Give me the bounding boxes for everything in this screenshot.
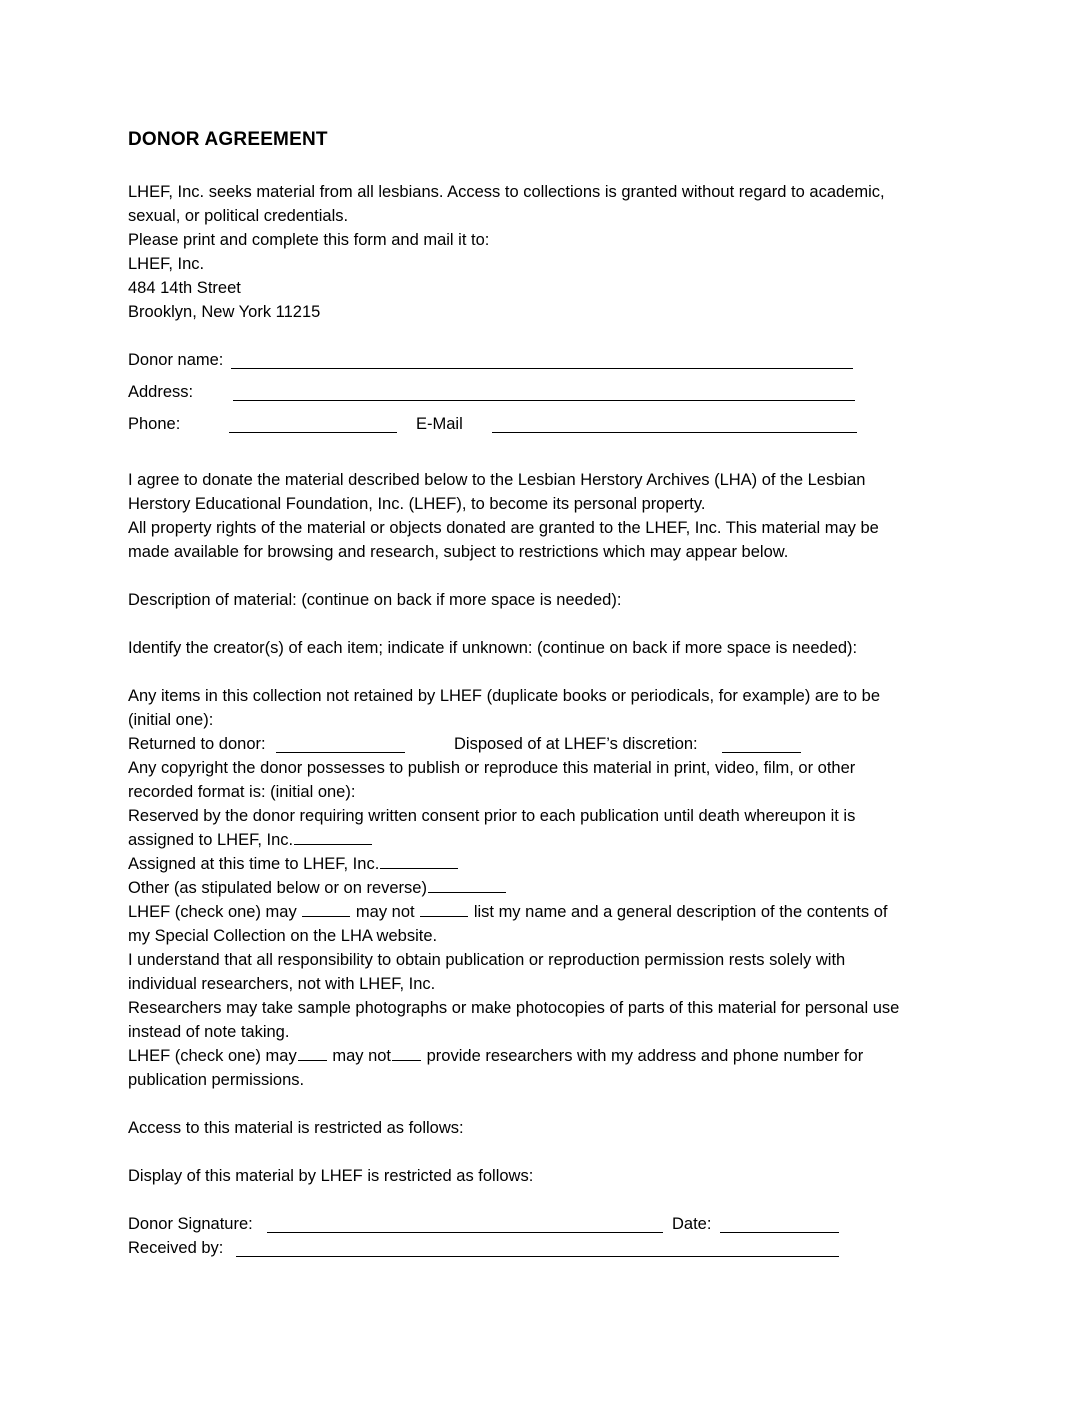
received-by-label: Received by: (128, 1239, 224, 1257)
assigned-option (128, 852, 459, 876)
other-option (128, 876, 507, 900)
responsibility-text: I understand that all responsibility to obtain publication or reproduction permission rests solely with (128, 951, 846, 969)
address-field[interactable] (233, 400, 855, 401)
listing-text (128, 900, 887, 924)
listing-may-label: LHEF (check one) may (128, 903, 297, 921)
date-label: Date: (672, 1215, 712, 1233)
page-title: DONOR AGREEMENT (128, 129, 328, 150)
other-initial-field[interactable] (428, 877, 506, 893)
mailing-address-line: 484 14th Street (128, 279, 241, 297)
agreement-text: I agree to donate the material described below to the Lesbian Herstory Archives (LHA) of the Lesbian (128, 471, 866, 489)
contact-permission-text (128, 1044, 863, 1068)
phone-label: Phone: (128, 415, 181, 433)
listing-may-not-checkbox[interactable] (420, 901, 468, 917)
disposed-label: Disposed of at LHEF’s discretion: (454, 735, 698, 753)
display-restriction-label: Display of this material by LHEF is restricted as follows: (128, 1167, 534, 1185)
agreement-text: Herstory Educational Foundation, Inc. (LHEF), to become its personal property. (128, 495, 706, 513)
received-by-field[interactable] (236, 1256, 839, 1257)
returned-to-donor-initial-field[interactable] (276, 752, 405, 753)
assigned-option-label: Assigned at this time to LHEF, Inc. (128, 855, 380, 873)
email-label: E-Mail (416, 415, 463, 433)
access-restriction-label: Access to this material is restricted as follows: (128, 1119, 464, 1137)
email-field[interactable] (492, 432, 857, 433)
donor-signature-label: Donor Signature: (128, 1215, 253, 1233)
listing-text: my Special Collection on the LHA website. (128, 927, 438, 945)
address-label: Address: (128, 383, 194, 401)
contact-permission-text: publication permissions. (128, 1071, 305, 1089)
reserved-option-label: assigned to LHEF, Inc. (128, 831, 294, 849)
phone-field[interactable] (229, 432, 397, 433)
reserved-option-text: Reserved by the donor requiring written consent prior to each publication until death whereupon it is (128, 807, 856, 825)
mailing-address-line: LHEF, Inc. (128, 255, 205, 273)
agreement-text: All property rights of the material or objects donated are granted to the LHEF, Inc. This material may be (128, 519, 879, 537)
copyright-text: Any copyright the donor possesses to publish or reproduce this material in print, video, film, or other (128, 759, 856, 777)
listing-text-end: list my name and a general description of the contents of (473, 903, 888, 921)
intro-text: LHEF, Inc. seeks material from all lesbians. Access to collections is granted without regard to academic, (128, 183, 885, 201)
photocopy-text: instead of note taking. (128, 1023, 290, 1041)
reserved-option-text (128, 828, 373, 852)
copyright-text: recorded format is: (initial one): (128, 783, 356, 801)
listing-may-checkbox[interactable] (302, 901, 350, 917)
disposed-initial-field[interactable] (722, 752, 801, 753)
description-label: Description of material: (continue on back if more space is needed): (128, 591, 622, 609)
creators-label: Identify the creator(s) of each item; indicate if unknown: (continue on back if more space is needed): (128, 639, 858, 657)
donor-signature-field[interactable] (267, 1232, 663, 1233)
photocopy-text: Researchers may take sample photographs or make photocopies of parts of this material for personal use (128, 999, 900, 1017)
date-field[interactable] (720, 1232, 839, 1233)
retention-text: (initial one): (128, 711, 214, 729)
mail-instruction: Please print and complete this form and mail it to: (128, 231, 490, 249)
contact-may-label: LHEF (check one) may (128, 1047, 297, 1065)
returned-to-donor-label: Returned to donor: (128, 735, 266, 753)
contact-may-not-label: may not (332, 1047, 392, 1065)
donor-name-field[interactable] (231, 368, 853, 369)
intro-text: sexual, or political credentials. (128, 207, 349, 225)
assigned-initial-field[interactable] (380, 853, 458, 869)
agreement-text: made available for browsing and research, subject to restrictions which may appear below. (128, 543, 789, 561)
donor-name-label: Donor name: (128, 351, 224, 369)
contact-may-not-checkbox[interactable] (392, 1045, 421, 1061)
other-option-label: Other (as stipulated below or on reverse) (128, 879, 427, 897)
contact-may-checkbox[interactable] (298, 1045, 327, 1061)
reserved-initial-field[interactable] (294, 829, 372, 845)
contact-text-end: provide researchers with my address and phone number for (426, 1047, 864, 1065)
mailing-address-line: Brooklyn, New York 11215 (128, 303, 321, 321)
retention-text: Any items in this collection not retained by LHEF (duplicate books or periodicals, for example) are to be (128, 687, 881, 705)
listing-may-not-label: may not (355, 903, 415, 921)
responsibility-text: individual researchers, not with LHEF, Inc. (128, 975, 436, 993)
